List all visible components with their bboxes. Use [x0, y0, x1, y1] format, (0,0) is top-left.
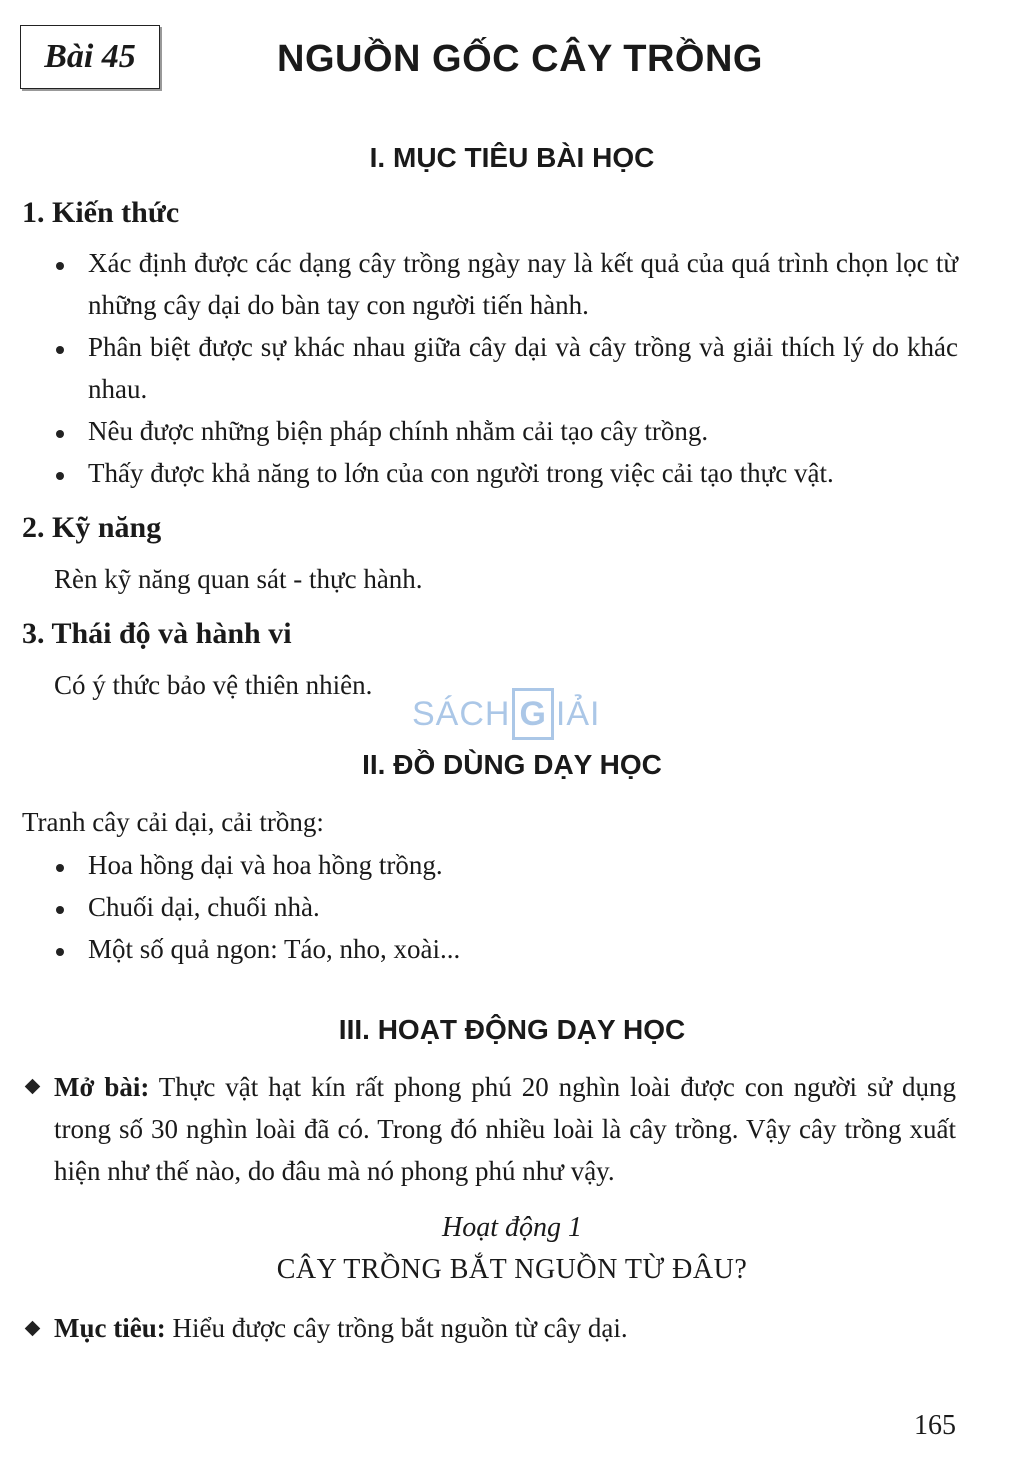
section-objectives-heading: I. MỤC TIÊU BÀI HỌC	[369, 142, 655, 173]
bullet-icon	[56, 346, 64, 354]
page-title: NGUỒN GỐC CÂY TRỒNG	[277, 38, 763, 80]
bullet-icon	[56, 472, 64, 480]
objective-paragraph	[54, 1307, 956, 1349]
watermark-right: IẢI	[555, 695, 601, 733]
bullet-icon	[56, 906, 64, 914]
knowledge-heading: 1. Kiến thức	[22, 196, 180, 229]
knowledge-item: Nêu được những biện pháp chính nhằm cải tạo cây trồng.	[88, 416, 709, 446]
objective-text: Hiểu được cây trồng bắt nguồn từ cây dại.	[165, 1313, 628, 1343]
objective-label: Mục tiêu:	[54, 1313, 166, 1343]
watermark-logo	[412, 684, 632, 744]
diamond-bullet-icon	[25, 1321, 41, 1337]
bullet-icon	[56, 430, 64, 438]
skills-heading: 2. Kỹ năng	[22, 511, 162, 544]
lesson-number-box: Bài 45	[20, 25, 160, 89]
knowledge-item: Thấy được khả năng to lớn của con người trong việc cải tạo thực vật.	[88, 458, 834, 488]
page-number: 165	[914, 1410, 956, 1441]
watermark-left: SÁCH	[412, 695, 511, 733]
attitude-heading: 3. Thái độ và hành vi	[22, 617, 292, 650]
opening-label: Mở bài:	[54, 1072, 150, 1102]
activity-subtitle: CÂY TRỒNG BẮT NGUỒN TỪ ĐÂU?	[276, 1254, 748, 1285]
bullet-icon	[56, 948, 64, 956]
opening-text: Thực vật hạt kín rất phong phú 20 nghìn loài được con người sử dụng trong số 30 nghìn loài đã có. Trong đó nhiều loài là cây trồng. Vậy cây trồng xuất hiện như thế nào, do đâu mà nó phong phú như vậy.	[54, 1072, 956, 1186]
bullet-icon	[56, 864, 64, 872]
attitude-text: Có ý thức bảo vệ thiên nhiên.	[54, 670, 373, 700]
diamond-bullet-icon	[25, 1079, 41, 1095]
knowledge-item: Xác định được các dạng cây trồng ngày nay là kết quả của quá trình chọn lọc từ những cây dại do bàn tay con người tiến hành.	[88, 248, 958, 320]
skills-text: Rèn kỹ năng quan sát - thực hành.	[54, 564, 423, 594]
watermark-g: G	[512, 688, 553, 740]
bullet-icon	[56, 262, 64, 270]
materials-item: Hoa hồng dại và hoa hồng trồng.	[88, 850, 443, 880]
materials-intro: Tranh cây cải dại, cải trồng:	[22, 807, 324, 837]
opening-paragraph	[54, 1066, 956, 1192]
materials-item: Chuối dại, chuối nhà.	[88, 892, 320, 922]
knowledge-item: Phân biệt được sự khác nhau giữa cây dại và cây trồng và giải thích lý do khác nhau.	[88, 332, 958, 404]
activity-title: Hoạt động 1	[442, 1212, 582, 1243]
materials-item: Một số quả ngon: Táo, nho, xoài...	[88, 934, 461, 964]
section-activities-heading: III. HOẠT ĐỘNG DẠY HỌC	[338, 1014, 686, 1045]
section-materials-heading: II. ĐỒ DÙNG DẠY HỌC	[362, 749, 662, 780]
